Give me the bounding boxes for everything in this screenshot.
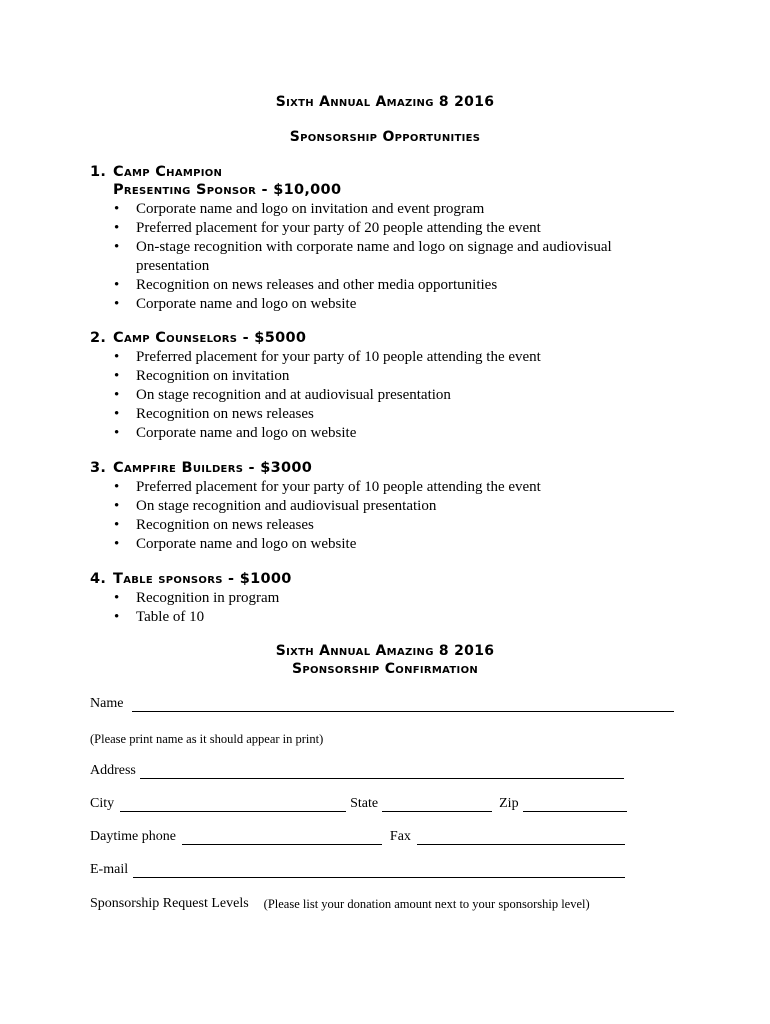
list-item: • Corporate name and logo on website [114, 296, 357, 312]
list-item: • On stage recognition and at audiovisual presentation [114, 387, 451, 403]
document-subtitle: Sponsorship Opportunities [289, 129, 481, 145]
list-item: • On stage recognition and audiovisual presentation [114, 498, 437, 514]
address-label: Address [90, 763, 136, 778]
list-item: • Preferred placement for your party of 20 people attending the event [114, 220, 541, 236]
bullet-icon: • [114, 296, 120, 312]
state-label: State [350, 796, 379, 811]
sponsorship-levels-note: (Please list your donation amount next to your sponsorship level) [263, 897, 590, 911]
benefits-list [90, 589, 710, 627]
list-item: • On-stage recognition with corporate name and logo on signage and audiovisual presentation [114, 239, 612, 274]
section-title: Table sponsors - $1000 [113, 571, 292, 587]
address-field[interactable] [140, 765, 624, 779]
daytime-phone-field[interactable] [182, 831, 382, 845]
name-note: (Please print name as it should appear in print) [90, 732, 324, 746]
email-label: E-mail [90, 862, 129, 877]
section-number: 4. [90, 571, 107, 587]
section-title: Camp Champion [113, 164, 223, 180]
list-item: • Corporate name and logo on website [114, 425, 357, 441]
section-camp-champion [90, 163, 710, 314]
fax-field[interactable] [417, 831, 625, 845]
list-item: • Table of 10 [114, 609, 205, 625]
fax-label: Fax [389, 829, 411, 844]
phone-fax-row [90, 829, 625, 845]
daytime-phone-label: Daytime phone [90, 829, 176, 844]
city-state-zip-row [90, 796, 627, 812]
section-title: Camp Counselors - $5000 [113, 330, 307, 346]
name-field[interactable] [132, 698, 674, 712]
bullet-icon: • [114, 220, 120, 236]
document-title: Sixth Annual Amazing 8 2016 [275, 94, 495, 110]
state-field[interactable] [382, 798, 492, 812]
bullet-icon: • [114, 536, 120, 552]
section-camp-counselors [90, 329, 710, 443]
bullet-icon: • [114, 425, 120, 441]
list-item: • Corporate name and logo on invitation and event program [114, 201, 485, 217]
list-item: • Recognition on invitation [114, 368, 290, 384]
confirmation-subtitle: Sponsorship Confirmation [291, 661, 479, 677]
list-item: • Recognition in program [114, 590, 280, 606]
address-row [90, 763, 624, 779]
email-field[interactable] [133, 864, 625, 878]
zip-label: Zip [499, 796, 519, 811]
list-item: • Recognition on news releases and other media opportunities [114, 277, 498, 293]
section-table-sponsors [90, 570, 710, 627]
list-item: • Recognition on news releases [114, 517, 314, 533]
benefits-list [90, 348, 710, 443]
bullet-icon: • [114, 277, 120, 293]
city-field[interactable] [120, 798, 346, 812]
list-item: • Preferred placement for your party of 10 people attending the event [114, 479, 541, 495]
bullet-icon: • [114, 201, 120, 217]
bullet-icon: • [114, 368, 120, 384]
section-number: 2. [90, 330, 107, 346]
section-campfire-builders [90, 459, 710, 554]
bullet-icon: • [114, 406, 120, 422]
sponsorship-levels-label: Sponsorship Request Levels [90, 896, 249, 911]
benefits-list [90, 200, 710, 314]
name-label: Name [90, 696, 124, 711]
bullet-icon: • [114, 590, 120, 606]
section-subtitle: Presenting Sponsor - $10,000 [113, 182, 342, 198]
email-row [90, 862, 625, 878]
bullet-icon: • [114, 609, 120, 625]
bullet-icon: • [114, 349, 120, 365]
benefits-list [90, 478, 710, 554]
zip-field[interactable] [523, 798, 627, 812]
bullet-icon: • [114, 498, 120, 514]
bullet-icon: • [114, 387, 120, 403]
city-label: City [90, 796, 115, 811]
bullet-icon: • [114, 479, 120, 495]
bullet-icon: • [114, 517, 120, 533]
section-number: 3. [90, 460, 107, 476]
section-title: Campfire Builders - $3000 [113, 460, 313, 476]
confirmation-title: Sixth Annual Amazing 8 2016 [275, 643, 495, 659]
section-number: 1. [90, 164, 107, 180]
list-item: • Recognition on news releases [114, 406, 314, 422]
list-item: • Preferred placement for your party of 10 people attending the event [114, 349, 541, 365]
name-row [90, 696, 674, 712]
list-item: • Corporate name and logo on website [114, 536, 357, 552]
sponsorship-levels-row [90, 896, 590, 912]
bullet-icon: • [114, 239, 120, 255]
